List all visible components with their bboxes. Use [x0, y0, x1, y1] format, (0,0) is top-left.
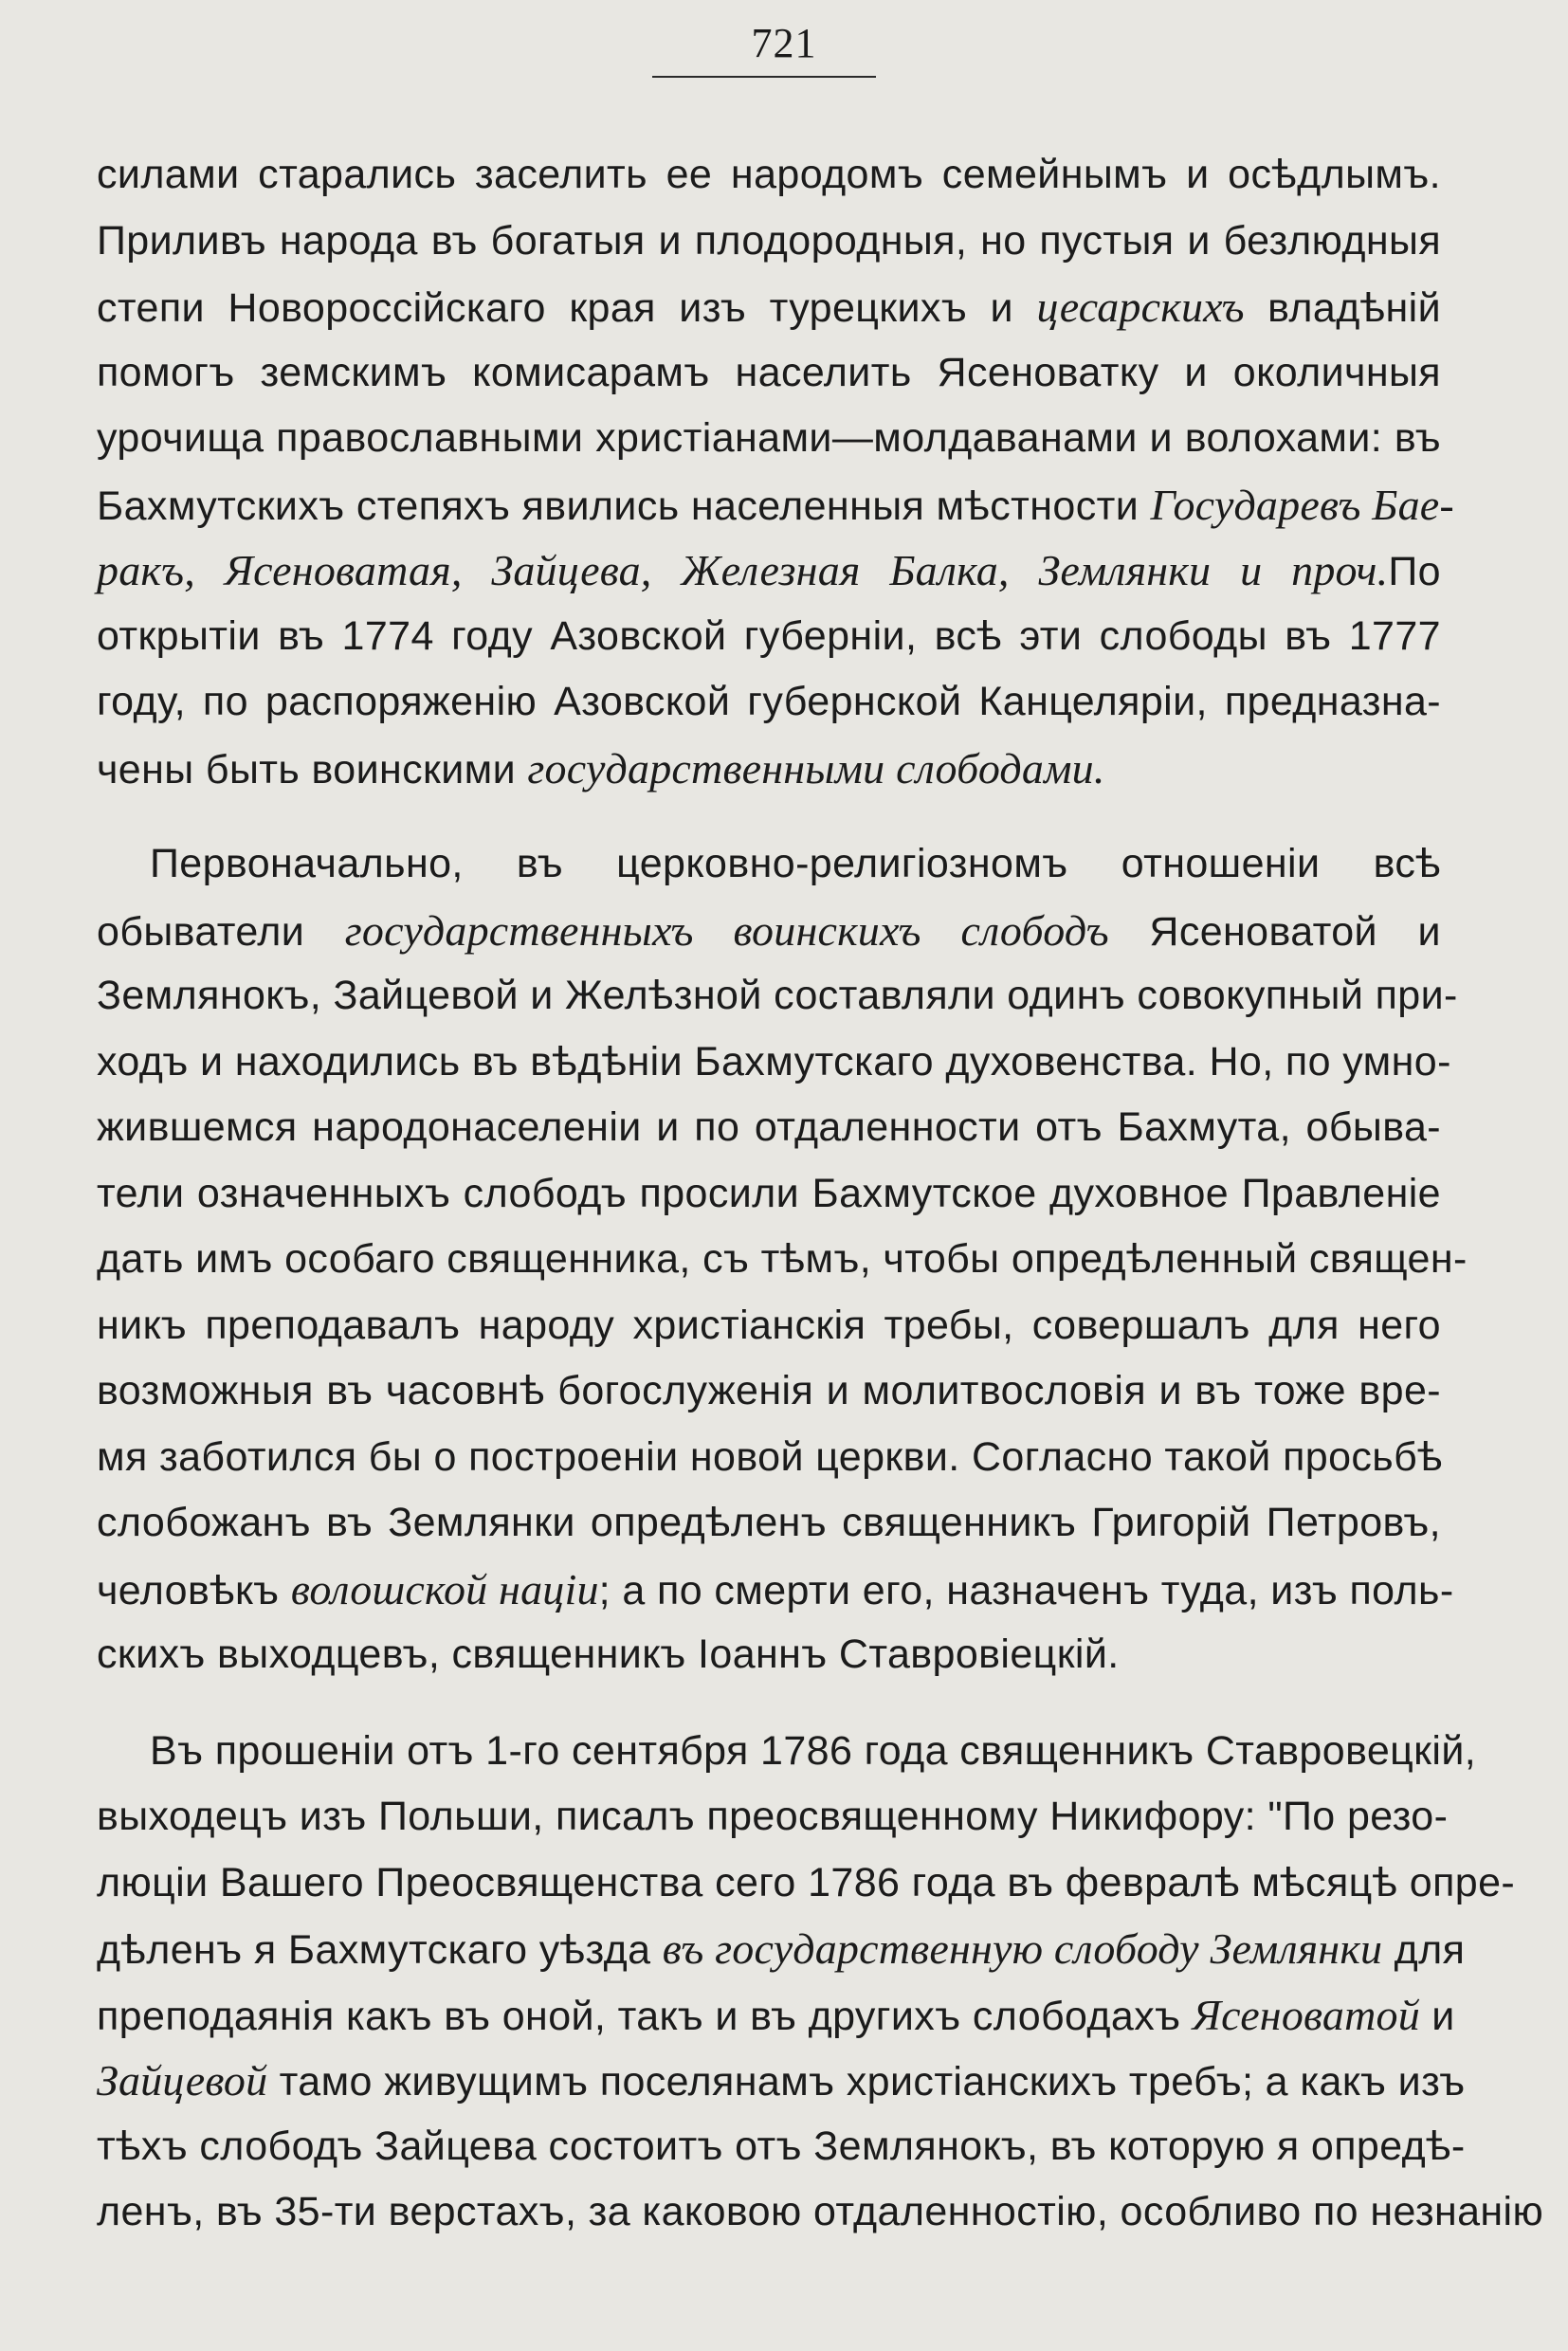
text-run: открытіи въ 1774 году Азовской губерніи, всѣ эти слободы въ 1777: [97, 612, 1441, 659]
text-run: выходецъ изъ Польши, писалъ преосвященному Никифору: "По резо-: [97, 1794, 1449, 1839]
text-line: [97, 406, 1441, 472]
text-line: [97, 1095, 1441, 1161]
text-line: [97, 898, 1441, 964]
text-line: [97, 669, 1441, 736]
text-run: чены быть воинскими: [97, 746, 528, 793]
italic-text: волошской націи: [290, 1564, 599, 1613]
text-run: Землянокъ, Зайцевой и Желѣзной составляли одинъ совокупный при-: [97, 973, 1458, 1018]
text-run: дать имъ особаго священника, съ тѣмъ, чтобы опредѣленный священ-: [97, 1236, 1468, 1282]
text-line: [97, 538, 1441, 604]
text-line: [97, 2179, 1544, 2246]
text-run: ленъ, въ 35-ти верстахъ, за каковою отдаленностію, особливо по незнанію: [97, 2189, 1544, 2234]
italic-text: ракъ, Ясеноватая, Зайцева, Железная Балка, Землянки и проч.: [97, 546, 1389, 594]
text-run: тели означенныхъ слободъ просили Бахмутское духовное Правленіе: [97, 1170, 1441, 1216]
text-run: скихъ выходцевъ, священникъ Іоаннъ Ставровіецкій.: [97, 1631, 1120, 1677]
text-line: [97, 209, 1441, 275]
text-line: [97, 2048, 1466, 2114]
italic-text: государственныхъ воинскихъ слободъ: [344, 905, 1109, 955]
text-line: [97, 1719, 1477, 1785]
text-run: преподаянія какъ въ оной, такъ и въ другихъ слободахъ: [97, 1993, 1193, 2039]
italic-text: государственными слободами.: [527, 743, 1105, 793]
text-line: [97, 963, 1458, 1030]
text-line: [97, 142, 1441, 209]
text-run: силами старались заселить ее народомъ семейнымъ и осѣдлымъ.: [97, 152, 1441, 197]
text-line: [97, 736, 1441, 802]
text-line: [97, 1784, 1449, 1850]
text-line: [97, 831, 1441, 898]
text-run: никъ преподавалъ народу христіанскія требы, совершалъ для него: [97, 1302, 1441, 1348]
text-run: урочища православными христіанами—молдаванами и волохами: въ: [97, 415, 1441, 461]
text-line: [97, 1030, 1451, 1096]
paragraph-gap: [97, 1688, 1441, 1719]
body-text: [97, 142, 1544, 2246]
text-line: [97, 2114, 1466, 2180]
text-line: [97, 1850, 1516, 1917]
paragraph-gap: [97, 801, 1441, 831]
text-run: Бахмутскихъ степяхъ явились населенныя мѣстности: [97, 483, 1151, 529]
text-run: обыватели: [97, 908, 345, 955]
text-run: помогъ земскимъ комисарамъ населить Ясеноватку и околичныя: [97, 349, 1441, 395]
text-line: [97, 1425, 1441, 1491]
header-rule: [652, 76, 876, 78]
text-line: [97, 1227, 1468, 1293]
text-run: дѣленъ я Бахмутскаго уѣзда: [97, 1927, 663, 1973]
text-line: [97, 1490, 1441, 1557]
text-run: человѣкъ: [97, 1567, 291, 1613]
text-run: тѣхъ слободъ Зайцева состоитъ отъ Землянокъ, въ которую я опредѣ-: [97, 2123, 1466, 2169]
text-run: тамо живущимъ поселянамъ христіанскихъ требъ; а какъ изъ: [267, 2059, 1466, 2105]
text-line: [97, 1982, 1455, 2049]
text-line: [97, 472, 1454, 538]
text-run: году, по распоряженію Азовской губернской Канцеляріи, предназна-: [97, 679, 1441, 724]
text-run: люціи Вашего Преосвященства сего 1786 года въ февралѣ мѣсяцѣ опре-: [97, 1859, 1516, 1905]
text-line: [97, 340, 1441, 407]
text-run: Ясеноватой и: [1108, 908, 1441, 955]
page-number: 721: [751, 20, 817, 66]
italic-text: Ясеноватой: [1192, 1990, 1420, 2039]
text-run: Въ прошеніи отъ 1-го сентября 1786 года священникъ Ставровецкій,: [150, 1727, 1477, 1774]
text-run: По: [1388, 549, 1441, 594]
text-run: и: [1419, 1993, 1455, 2039]
paragraph: [97, 142, 1454, 801]
text-run: ; а по смерти его, назначенъ туда, изъ поль-: [598, 1567, 1454, 1613]
paragraph: [97, 831, 1468, 1688]
text-line: [97, 1557, 1454, 1623]
text-line: [97, 1622, 1441, 1688]
text-run: степи Новороссійскаго края изъ турецкихъ и: [97, 285, 1037, 331]
text-run: ходъ и находились въ вѣдѣніи Бахмутскаго духовенства. Но, по умно-: [97, 1038, 1451, 1084]
page-header: [0, 21, 1568, 66]
italic-text: Государевъ Бае-: [1150, 480, 1454, 529]
italic-text: цесарскихъ: [1036, 282, 1245, 331]
text-line: [97, 1916, 1466, 1982]
text-run: Приливъ народа въ богатыя и плодородныя, но пустыя и безлюдныя: [97, 217, 1441, 264]
text-run: слобожанъ въ Землянки опредѣленъ священникъ Григорій Петровъ,: [97, 1500, 1441, 1545]
italic-text: въ государственную слободу Землянки: [662, 1924, 1383, 1973]
text-run: жившемся народонаселеніи и по отдаленности отъ Бахмута, обыва-: [97, 1104, 1441, 1150]
text-line: [97, 1293, 1441, 1359]
text-line: [97, 1161, 1441, 1228]
text-run: возможныя въ часовнѣ богослуженія и молитвословія и въ тоже вре-: [97, 1368, 1441, 1413]
italic-text: Зайцевой: [97, 2056, 268, 2105]
paragraph: [97, 1719, 1544, 2246]
text-line: [97, 274, 1441, 340]
text-run: мя заботился бы о построеніи новой церкви. Согласно такой просьбѣ: [97, 1433, 1443, 1480]
text-run: для: [1382, 1927, 1466, 1973]
text-line: [97, 1358, 1441, 1425]
text-run: владѣній: [1244, 285, 1441, 331]
text-run: Первоначально, въ церковно-религіозномъ отношеніи всѣ: [150, 841, 1441, 886]
text-line: [97, 604, 1441, 670]
